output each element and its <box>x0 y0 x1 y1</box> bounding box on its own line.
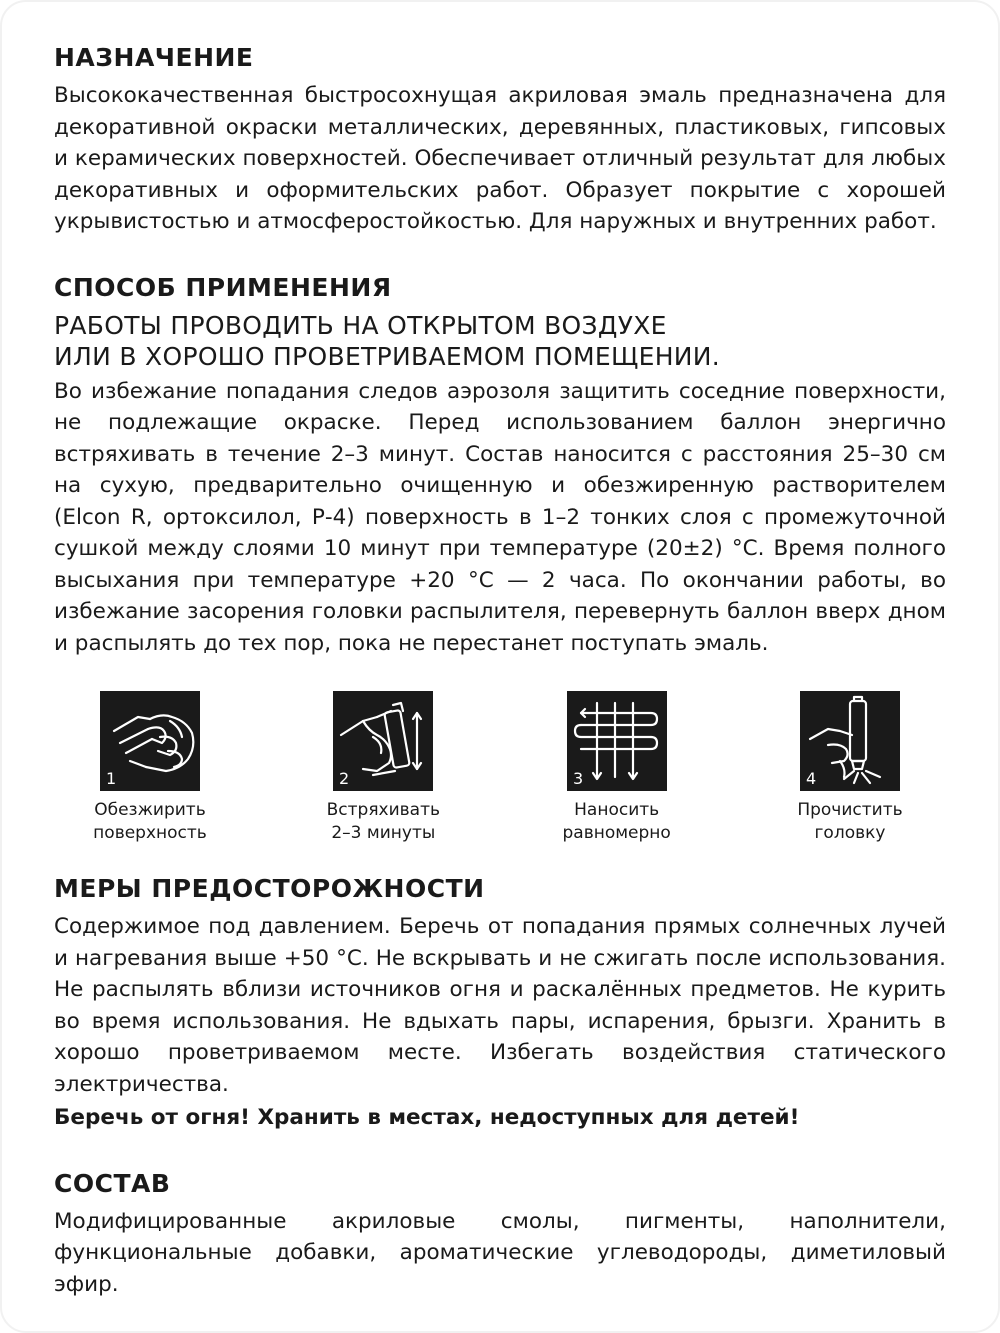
purpose-title: НАЗНАЧЕНИЕ <box>54 43 254 72</box>
step-caption-line-2: поверхность <box>93 823 207 843</box>
step-4 <box>760 691 940 845</box>
step-caption-line-1: Встряхивать <box>326 800 441 820</box>
composition-section <box>54 1168 946 1301</box>
precautions-text: Содержимое под давлением. Беречь от попадания прямых солнечных лучей и нагревания выше +50 °С. Не вскрывать и не сжигать после использования. Не распылять вблизи источников огня и раскалённых предметов. Не курить во время использования. Не вдыхать пары, испарения, брызги. Хранить в хорошо проветриваемом месте. Избегать воздействия статического электричества. <box>54 914 946 1097</box>
composition-text: Модифицированные акриловые смолы, пигменты, наполнители, функциональные добавки, ароматические углеводороды, диметиловый эфир. <box>54 1208 946 1297</box>
precautions-title: МЕРЫ ПРЕДОСТОРОЖНОСТИ <box>54 874 485 903</box>
precautions-section <box>54 873 946 1134</box>
step-number: 4 <box>805 769 817 788</box>
step-number: 1 <box>106 769 117 788</box>
shake-can-icon <box>333 691 433 791</box>
fire-warning: Беречь от огня! Хранить в местах, недоступных для детей! <box>54 1105 800 1130</box>
step-number: 2 <box>339 769 350 788</box>
step-caption <box>327 799 440 845</box>
spray-pattern-icon <box>567 691 667 791</box>
step-1 <box>60 691 240 845</box>
application-section <box>54 272 946 660</box>
composition-title: СОСТАВ <box>54 1168 171 1198</box>
application-title: СПОСОБ ПРИМЕНЕНИЯ <box>54 272 392 302</box>
application-caps-line-1: РАБОТЫ ПРОВОДИТЬ НА ОТКРЫТОМ ВОЗДУХЕ <box>54 310 667 340</box>
step-caption-line-1: Обезжирить <box>94 800 206 820</box>
step-caption-line-1: Прочистить <box>797 800 903 820</box>
step-caption-line-1: Наносить <box>574 800 660 820</box>
degrease-hand-icon <box>100 691 200 791</box>
application-text: Во избежание попадания следов аэрозоля защитить соседние поверхности, не подлежащие окраске. Перед использованием баллон энергично встряхивать в течение 2–3 минут. Состав наносится с расстояния 25–30 см на сухую, предварительно очищенную и обезжиренную растворителем (Elcon R, ортоксилол, Р-4) поверхность в 1–2 тонких слоя с промежуточной сушкой между слоями 10 минут при температуре (20±2) °С. Время полного высыхания при температуре +20 °С — 2 часа. По окончании работы, во избежание засорения головки распылителя, перевернуть баллон вверх дном и распылять до тех пор, пока не перестанет поступать эмаль. <box>54 378 946 656</box>
step-2 <box>293 691 473 845</box>
application-caps-line-2: ИЛИ В ХОРОШО ПРОВЕТРИВАЕМОМ ПОМЕЩЕНИИ. <box>54 341 721 371</box>
step-caption-line-2: равномерно <box>562 823 671 843</box>
application-steps <box>54 691 946 845</box>
step-caption <box>562 799 670 845</box>
step-3 <box>527 691 707 845</box>
purpose-text: Высококачественная быстросохнущая акриловая эмаль предназначена для декоративной окраски металлических, деревянных, пластиковых, гипсовых и керамических поверхностей. Обеспечивает отличный результат для любых декоративных и оформительских работ. Образует покрытие с хорошей укрывистостью и атмосферостойкостью. Для наружных и внутренних работ. <box>54 83 946 234</box>
application-caps-notice <box>54 310 946 372</box>
step-caption <box>93 799 207 845</box>
clean-nozzle-icon <box>800 691 900 791</box>
step-number: 3 <box>572 769 583 788</box>
step-caption-line-2: 2–3 минуты <box>331 823 436 843</box>
purpose-section <box>54 42 946 238</box>
step-caption <box>797 799 902 845</box>
step-caption-line-2: головку <box>814 823 886 843</box>
